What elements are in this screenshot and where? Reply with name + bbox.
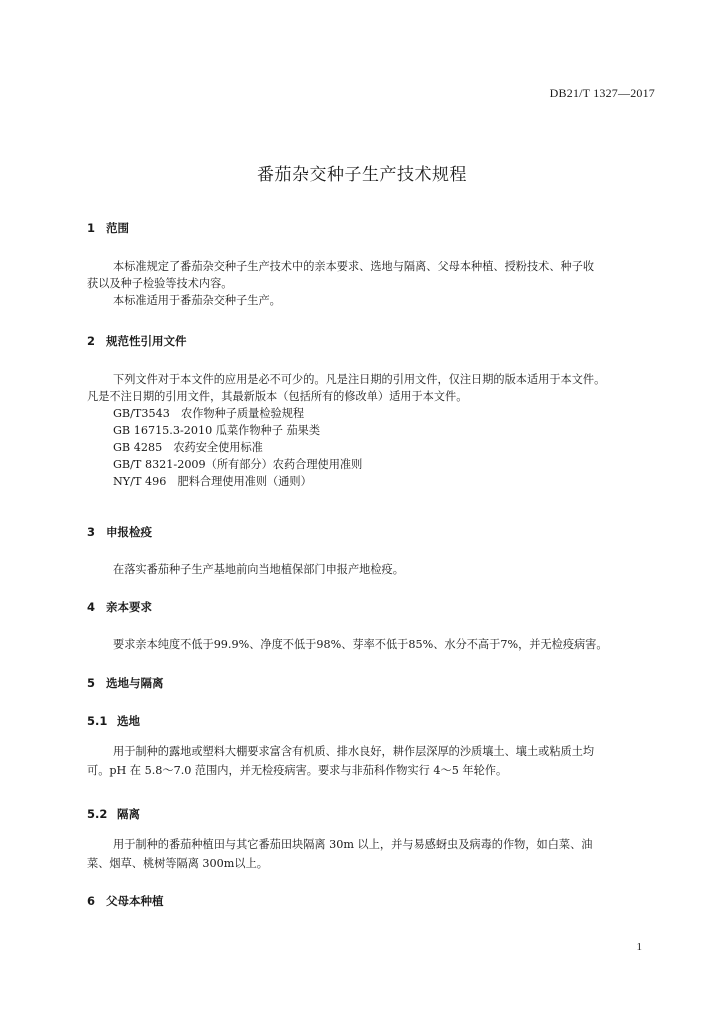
section-number: 5 bbox=[87, 676, 96, 690]
section-5-2-paragraph-line-2: 菜、烟草、桃树等隔离 300m以上。 bbox=[87, 857, 268, 870]
document-title: 番茄杂交种子生产技术规程 bbox=[257, 165, 467, 185]
section-5-1-paragraph-line-1: 用于制种的露地或塑料大棚要求富含有机质、排水良好，耕作层深厚的沙质壤土、壤土或粘质土均 bbox=[113, 745, 595, 758]
section-title: 申报检疫 bbox=[106, 525, 152, 539]
section-4-heading bbox=[87, 599, 152, 615]
section-5-heading bbox=[87, 675, 164, 691]
section-5-2-heading bbox=[87, 806, 140, 822]
section-4-paragraph: 要求亲本纯度不低于99.9%、净度不低于98%、芽率不低于85%、水分不高于7%，并无检疫病害。 bbox=[113, 638, 608, 651]
reference-item: NY/T 496 肥料合理使用准则（通则） bbox=[113, 475, 312, 488]
section-2-paragraph-line-2: 凡是不注日期的引用文件，其最新版本（包括所有的修改单）适用于本文件。 bbox=[87, 390, 468, 403]
section-title: 隔离 bbox=[117, 807, 140, 821]
section-number: 6 bbox=[87, 894, 96, 908]
section-title: 规范性引用文件 bbox=[106, 334, 187, 348]
section-1-heading bbox=[87, 220, 129, 236]
section-number: 3 bbox=[87, 525, 96, 539]
reference-item: GB 4285 农药安全使用标准 bbox=[113, 441, 263, 454]
section-2-heading bbox=[87, 333, 187, 349]
section-number: 5.1 bbox=[87, 714, 108, 728]
reference-item: GB/T3543 农作物种子质量检验规程 bbox=[113, 407, 305, 420]
section-number: 4 bbox=[87, 600, 96, 614]
section-3-paragraph: 在落实番茄种子生产基地前向当地植保部门申报产地检疫。 bbox=[113, 563, 404, 576]
section-title: 父母本种植 bbox=[106, 894, 164, 908]
section-number: 5.2 bbox=[87, 807, 108, 821]
section-5-1-heading bbox=[87, 713, 140, 729]
standard-number: DB21/T 1327—2017 bbox=[549, 86, 655, 100]
section-3-heading bbox=[87, 524, 152, 540]
section-number: 2 bbox=[87, 334, 96, 348]
section-title: 选地与隔离 bbox=[106, 676, 164, 690]
section-title: 亲本要求 bbox=[106, 600, 152, 614]
page-number: 1 bbox=[636, 941, 642, 953]
section-1-paragraph-1-line-2: 获以及种子检验等技术内容。 bbox=[87, 277, 233, 290]
section-1-paragraph-2: 本标准适用于番茄杂交种子生产。 bbox=[113, 294, 281, 307]
reference-item: GB/T 8321-2009（所有部分）农药合理使用准则 bbox=[113, 458, 363, 471]
section-2-paragraph-line-1: 下列文件对于本文件的应用是必不可少的。凡是注日期的引用文件，仅注日期的版本适用于本文件。 bbox=[113, 373, 606, 386]
section-title: 范围 bbox=[106, 221, 129, 235]
section-6-heading bbox=[87, 893, 164, 909]
section-5-2-paragraph-line-1: 用于制种的番茄种植田与其它番茄田块隔离 30m 以上，并与易感蚜虫及病毒的作物，如白菜、油 bbox=[113, 838, 593, 851]
section-1-paragraph-1-line-1: 本标准规定了番茄杂交种子生产技术中的亲本要求、选地与隔离、父母本种植、授粉技术、种子收 bbox=[113, 260, 595, 273]
section-title: 选地 bbox=[117, 714, 140, 728]
section-5-1-paragraph-line-2: 可。pH 在 5.8～7.0 范围内，并无检疫病害。要求与非茄科作物实行 4～5 年轮作。 bbox=[87, 764, 508, 777]
section-number: 1 bbox=[87, 221, 96, 235]
reference-item: GB 16715.3-2010 瓜菜作物种子 茄果类 bbox=[113, 424, 321, 437]
